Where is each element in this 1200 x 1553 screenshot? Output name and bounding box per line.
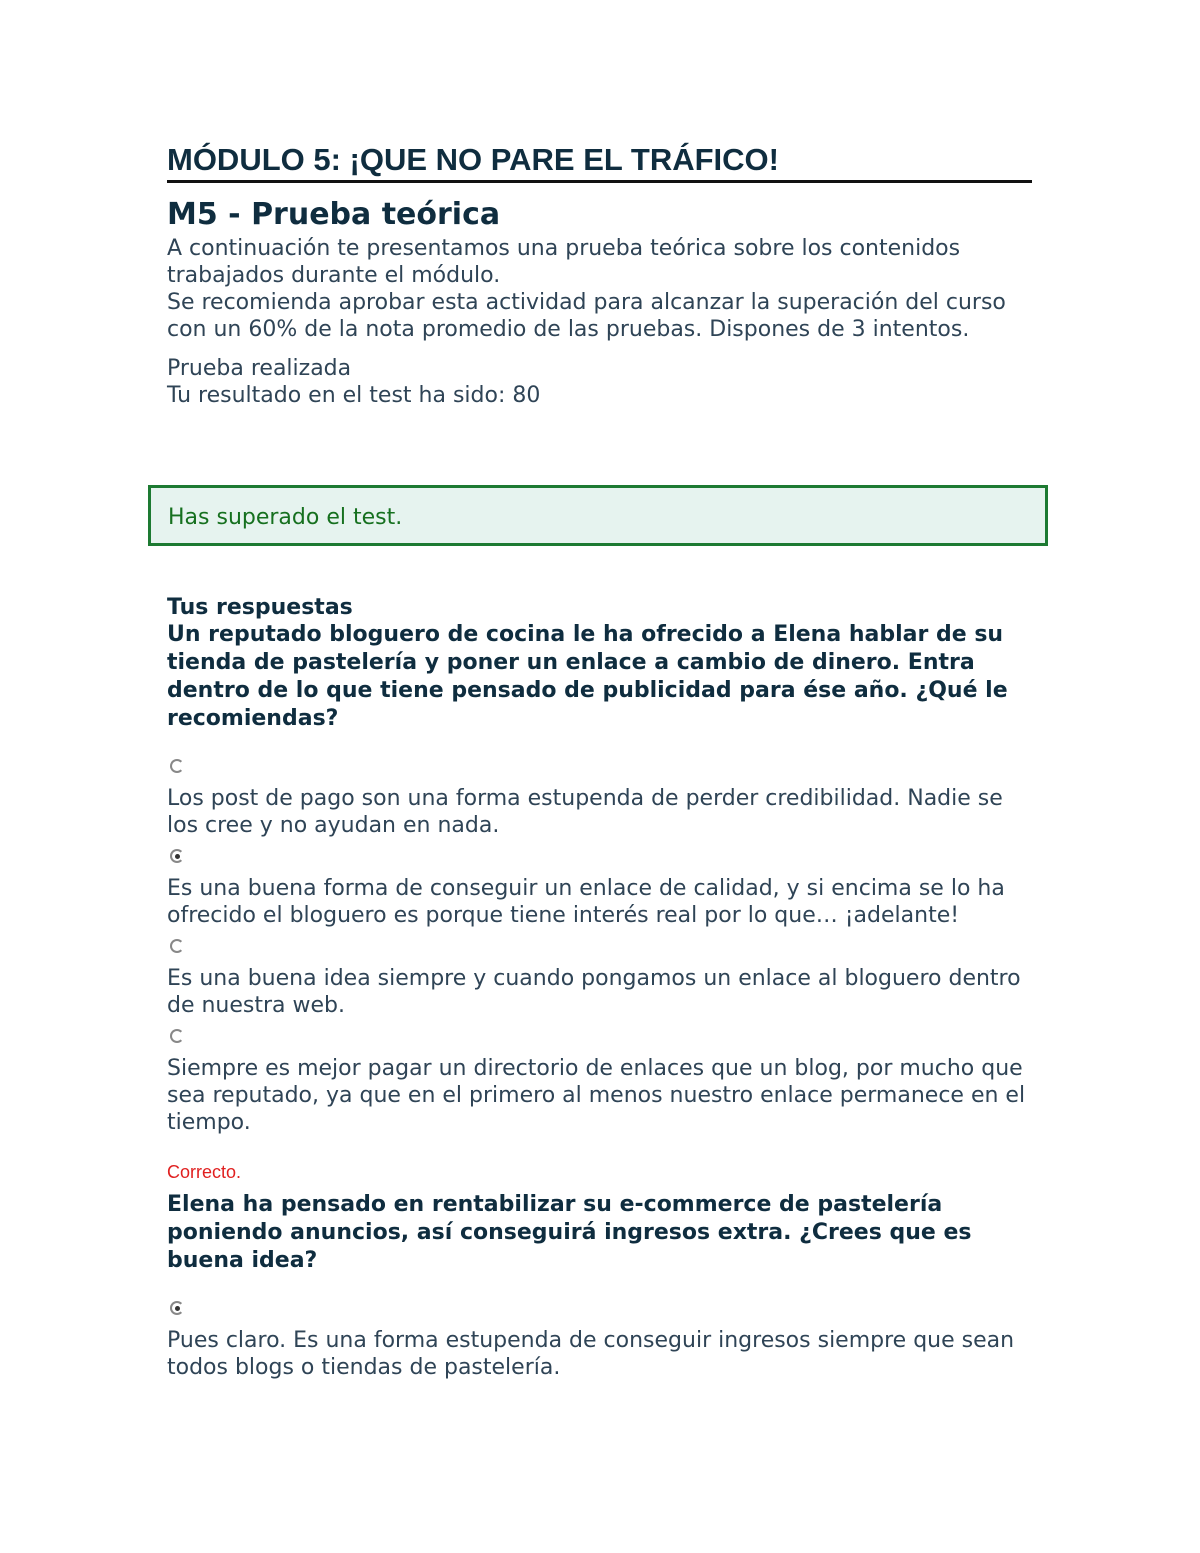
answers-section: [167, 594, 1037, 1381]
status-text: Prueba realizada: [167, 356, 352, 381]
radio-button[interactable]: [170, 759, 184, 773]
question-1-option-1[interactable]: [167, 759, 1037, 839]
option-text: Pues claro. Es una forma estupenda de conseguir ingresos siempre que sean todos blogs o tiendas de pastelería.: [167, 1328, 1015, 1380]
question-1-feedback: Correcto.: [167, 1162, 242, 1182]
question-1-option-2[interactable]: [167, 849, 1037, 929]
question-1-text: Un reputado bloguero de cocina le ha ofrecido a Elena hablar de su tienda de pastelería y poner un enlace a cambio de dinero. Entra dentro de lo que tiene pensado de publicidad para ése año. ¿Qué le recomiendas?: [167, 622, 1008, 731]
radio-button-selected[interactable]: [170, 849, 184, 863]
question-1-option-3[interactable]: [167, 939, 1037, 1019]
option-text: Siempre es mejor pagar un directorio de enlaces que un blog, por mucho que sea reputado, ya que en el primero al menos nuestro enlace permanece en el tiempo.: [167, 1056, 1026, 1135]
radio-button[interactable]: [170, 939, 184, 953]
test-title: M5 - Prueba teórica: [167, 197, 501, 232]
score-text: Tu resultado en el test ha sido: 80: [167, 383, 541, 408]
question-2-option-1[interactable]: [167, 1301, 1037, 1381]
radio-button-selected[interactable]: [170, 1301, 184, 1315]
result-message: Has superado el test.: [168, 505, 403, 530]
answers-heading: Tus respuestas: [167, 595, 353, 620]
option-text: Los post de pago son una forma estupenda de perder credibilidad. Nadie se los cree y no ayudan en nada.: [167, 786, 1003, 838]
question-2-text: Elena ha pensado en rentabilizar su e-commerce de pastelería poniendo anuncios, así conseguirá ingresos extra. ¿Crees que es buena idea?: [167, 1192, 972, 1273]
radio-button[interactable]: [170, 1029, 184, 1043]
test-intro-1: A continuación te presentamos una prueba teórica sobre los contenidos trabajados durante el módulo.: [167, 236, 961, 288]
question-1-option-4[interactable]: [167, 1029, 1037, 1136]
module-title: MÓDULO 5: ¡QUE NO PARE EL TRÁFICO!: [167, 140, 1032, 183]
test-header: [167, 140, 1032, 409]
test-intro-2: Se recomienda aprobar esta actividad para alcanzar la superación del curso con un 60% de la nota promedio de las pruebas. Dispones de 3 intentos.: [167, 290, 1006, 342]
option-text: Es una buena forma de conseguir un enlace de calidad, y si encima se lo ha ofrecido el bloguero es porque tiene interés real por lo que… ¡adelante!: [167, 876, 1005, 928]
test-status: [167, 355, 1032, 409]
result-banner: [148, 485, 1048, 546]
option-text: Es una buena idea siempre y cuando pongamos un enlace al bloguero dentro de nuestra web.: [167, 966, 1021, 1018]
